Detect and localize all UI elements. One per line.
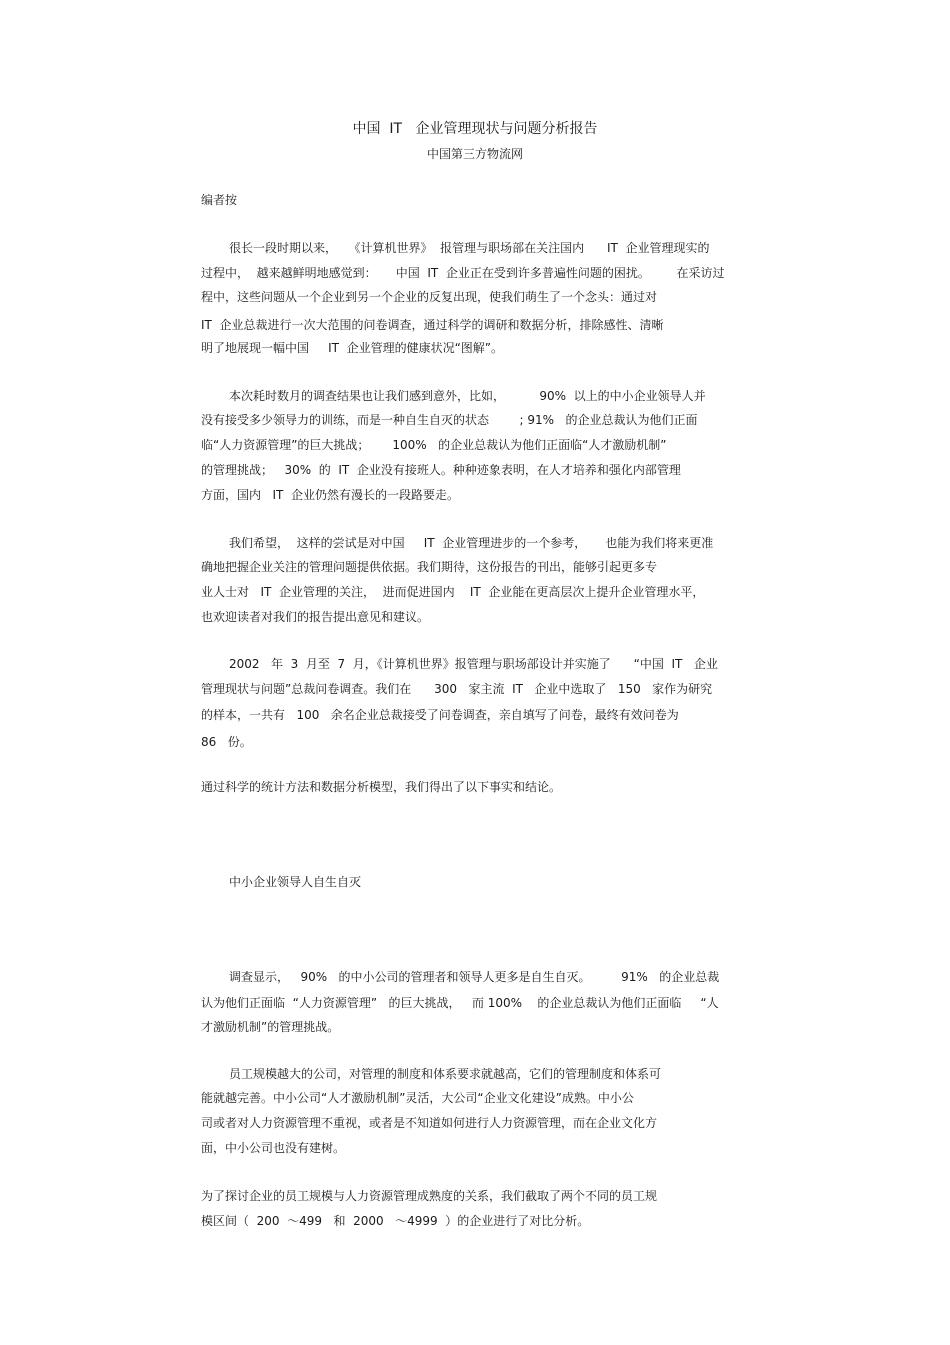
paragraph-line: 的样本，一共有 100 余名企业总裁接受了问卷调查，亲自填写了问卷，最终有效问卷为 [201,708,679,722]
paragraph-line: 为了探讨企业的员工规模与人力资源管理成熟度的关系，我们截取了两个不同的员工规 [201,1189,658,1203]
paragraph-line: 认为他们正面临 “人力资源管理” 的巨大挑战， 而 100% 的企业总裁认为他们正面临 “人 [201,996,719,1010]
paragraph-line: 明了地展现一幅中国 IT 企业管理的健康状况“图解”。 [201,341,504,355]
paragraph-line: 也欢迎读者对我们的报告提出意见和建议。 [201,610,430,624]
paragraph-line: 没有接受多少领导力的训练，而是一种自生自灭的状态 ; 91% 的企业总裁认为他们正面 [201,413,698,427]
paragraph-line: 管理现状与问题”总裁问卷调查。我们在 300 家主流 IT 企业中选取了 150 家作为研究 [201,682,713,696]
paragraph-line: 调查显示， 90% 的中小公司的管理者和领导人更多是自生自灭。 91% 的企业总裁 [229,970,720,984]
paragraph-line: 我们希望， 这样的尝试是对中国 IT 企业管理进步的一个参考， 也能为我们将来更准 [229,536,714,550]
paragraph-line: 2002 年 3 月至 7 月，《计算机世界》报管理与职场部设计并实施了 “中国 IT 企业 [229,657,718,671]
document-subtitle: 中国第三方物流网 [426,147,523,161]
paragraph-line: 模区间（ 200 ～499 和 2000 ～4999 ）的企业进行了对比分析。 [201,1214,590,1228]
paragraph-line: 司或者对人力资源管理不重视，或者是不知道如何进行人力资源管理，而在企业文化方 [201,1116,658,1130]
paragraph-line: 很长一段时期以来， 《计算机世界》 报管理与职场部在关注国内 IT 企业管理现实的 [229,241,710,255]
paragraph-line: IT 企业总裁进行一次大范围的问卷调查，通过科学的调研和数据分析，排除感性、清晰 [201,318,664,332]
paragraph-line: 86 份。 [201,735,252,749]
section-heading: 中小企业领导人自生自灭 [229,875,362,889]
paragraph-line: 的管理挑战； 30% 的 IT 企业没有接班人。种种迹象表明，在人才培养和强化内部管理 [201,463,681,477]
paragraph-line: 本次耗时数月的调查结果也让我们感到意外，比如， 90% 以上的中小企业领导人并 [229,389,706,403]
paragraph-line: 才激励机制”的管理挑战。 [201,1020,340,1034]
paragraph-line: 临“人力资源管理”的巨大挑战； 100% 的企业总裁认为他们正面临“人才激励机制” [201,438,667,452]
paragraph-line: 方面，国内 IT 企业仍然有漫长的一段路要走。 [201,488,459,502]
paragraph-line: 员工规模越大的公司，对管理的制度和体系要求就越高，它们的管理制度和体系可 [229,1067,662,1081]
paragraph-line: 通过科学的统计方法和数据分析模型，我们得出了以下事实和结论。 [201,780,562,794]
paragraph-line: 业人士对 IT 企业管理的关注， 进而促进国内 IT 企业能在更高层次上提升企业管理水平， [201,585,705,599]
paragraph-line: 确地把握企业关注的管理问题提供依据。我们期待，这份报告的刊出，能够引起更多专 [201,560,658,574]
paragraph-line: 面，中小公司也没有建树。 [201,1141,346,1155]
editor-note-heading: 编者按 [201,193,238,207]
paragraph-line: 程中，这些问题从一个企业到另一个企业的反复出现，使我们萌生了一个念头：通过对 [201,290,658,304]
paragraph-line: 过程中， 越来越鲜明地感觉到： 中国 IT 企业正在受到许多普遍性问题的困扰。 在采访过 [201,266,725,280]
paragraph-line: 能就越完善。中小公司“人才激励机制”灵活，大公司“企业文化建设”成熟。中小公 [201,1091,634,1105]
document-title: 中国 IT 企业管理现状与问题分析报告 [352,121,598,137]
